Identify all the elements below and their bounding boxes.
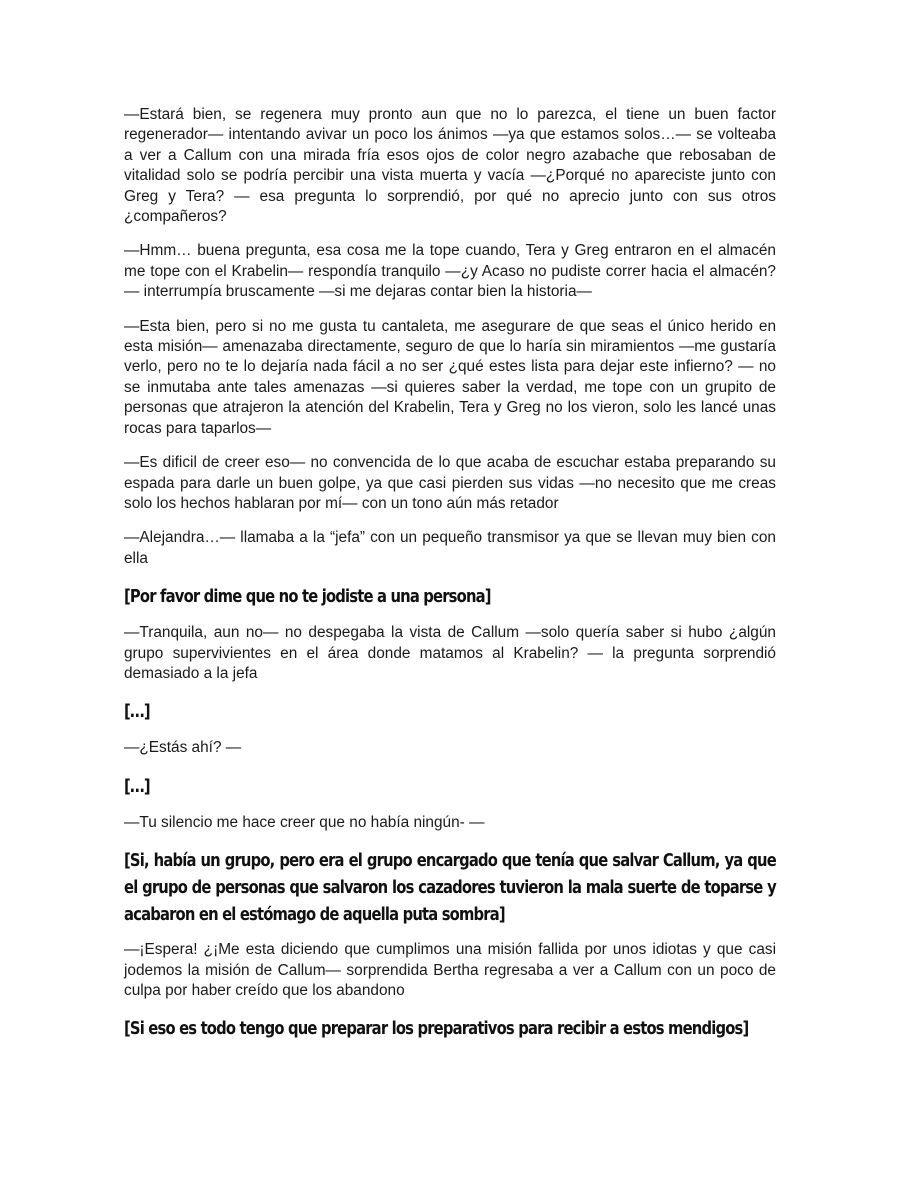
radio-transmission-line: [Por favor dime que no te jodiste a una persona] xyxy=(124,586,491,608)
radio-transmission-line: […] xyxy=(124,701,150,723)
paragraph: —Tranquila, aun no— no despegaba la vista de Callum —solo quería saber si hubo ¿algún grupo supervivientes en el área donde matamos al Krabelin? — la pregunta sorprendió demasiado a la jefa xyxy=(124,624,776,682)
paragraph: —Estará bien, se regenera muy pronto aun que no lo parezca, el tiene un buen factor regenerador— intentando avivar un poco los ánimos —ya que estamos solos…— se volteaba a ver a Callum con una mirada fría esos ojos de color negro azabache que rebosaban de vitalidad solo se podría percibir una vista muerta y vacía —¿Porqué no apareciste junto con Greg y Tera? — esa pregunta lo sorprendió, por qué no aprecio junto con sus otros ¿compañeros? xyxy=(124,106,776,226)
radio-transmission-line: [Si, había un grupo, pero era el grupo encargado que tenía que salvar Callum, ya que el grupo de personas que salvaron los cazadores tuvieron la mala suerte de toparse y acabaron en el estómago de aquella puta sombra] xyxy=(124,850,776,926)
paragraph: —Es dificil de creer eso— no convencida de lo que acaba de escuchar estaba preparando su espada para darle un buen golpe, ya que casi pierden sus vidas —no necesito que me creas solo los hechos hablaran por mí— con un tono aún más retador xyxy=(124,454,776,512)
paragraph: —Tu silencio me hace creer que no había ningún- — xyxy=(124,813,485,831)
paragraph: —Hmm… buena pregunta, esa cosa me la tope cuando, Tera y Greg entraron en el almacén me tope con el Krabelin— respondía tranquilo —¿y Acaso no pudiste correr hacia el almacén? — interrumpía bruscamente —si me dejaras contar bien la historia— xyxy=(124,242,776,301)
radio-transmission-line: [Si eso es todo tengo que preparar los preparativos para recibir a estos mendigos] xyxy=(124,1018,749,1040)
document-page xyxy=(124,105,776,1055)
paragraph: —Esta bien, pero si no me gusta tu cantaleta, me asegurare de que seas el único herido en esta misión— amenazaba directamente, seguro de que lo haría sin miramientos —me gustaría verlo, pero no te lo dejaría nada fácil a no ser ¿qué estes lista para dejar este infierno? — no se inmutaba ante tales amenazas —si quieres saber la verdad, me tope con un grupito de personas que atrajeron la atención del Krabelin, Tera y Greg no los vieron, solo les lancé unas rocas para taparlos— xyxy=(124,317,776,437)
paragraph: —¿Estás ahí? — xyxy=(124,739,242,757)
paragraph: —Alejandra…— llamaba a la “jefa” con un pequeño transmisor ya que se llevan muy bien con ella xyxy=(124,529,776,567)
paragraph: —¡Espera! ¿¡Me esta diciendo que cumplimos una misión fallida por unos idiotas y que casi jodemos la misión de Callum— sorprendida Bertha regresaba a ver a Callum con un poco de culpa por haber creído que los abandono xyxy=(124,941,776,999)
radio-transmission-line: […] xyxy=(124,775,150,797)
